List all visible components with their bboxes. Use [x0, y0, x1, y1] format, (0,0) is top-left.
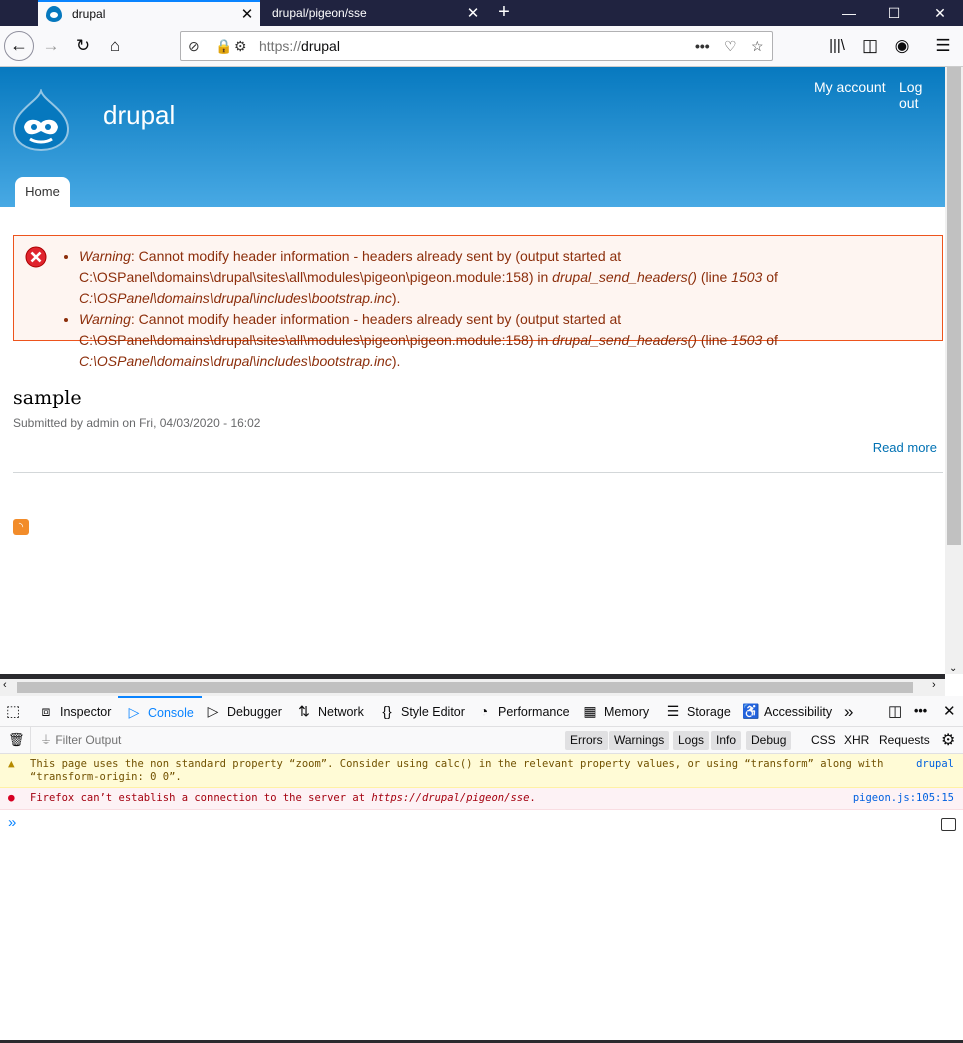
debugger-icon: ▷	[207, 703, 219, 719]
tab-label: Performance	[498, 705, 570, 719]
console-filter-bar	[0, 727, 963, 754]
node-title[interactable]: sample	[13, 387, 82, 409]
node-submitted: Submitted by admin on Fri, 04/03/2020 - 16:02	[13, 416, 261, 430]
tab-drupal[interactable]	[38, 0, 260, 26]
level-warnings[interactable]: Warnings	[609, 731, 669, 750]
tab-storage[interactable]	[665, 696, 731, 727]
tab-title: drupal/pigeon/sse	[272, 6, 367, 20]
drupal-favicon-icon	[46, 6, 62, 22]
tab-label: Style Editor	[401, 705, 465, 719]
account-icon[interactable]: ◉	[894, 36, 910, 55]
level-debug[interactable]: Debug	[746, 731, 791, 750]
pocket-icon[interactable]: ♡	[724, 38, 737, 54]
navigation-toolbar	[0, 26, 963, 67]
my-account-link[interactable]: My account	[814, 79, 886, 95]
insecure-lock-icon[interactable]: 🔒	[215, 38, 233, 54]
tab-network[interactable]	[296, 696, 364, 727]
tab-style-editor[interactable]	[379, 696, 465, 727]
new-tab-button[interactable]: +	[498, 1, 510, 23]
level-errors[interactable]: Errors	[565, 731, 608, 750]
error-icon: ●	[8, 791, 15, 804]
tab-label: Accessibility	[764, 705, 833, 719]
page-actions-icon[interactable]: •••	[695, 38, 710, 54]
sidebar-icon[interactable]: ◫	[861, 36, 879, 55]
tab-label: Debugger	[227, 705, 282, 719]
storage-icon: ☰	[666, 703, 680, 719]
minimize-button[interactable]: —	[842, 5, 856, 21]
tab-performance[interactable]	[476, 696, 570, 727]
scrollbar-thumb[interactable]	[947, 67, 961, 545]
tab-label: Console	[148, 706, 194, 720]
url-text[interactable]: https://drupal	[259, 38, 340, 54]
tab-pigeon-sse[interactable]	[262, 0, 486, 26]
toggle-xhr[interactable]: XHR	[844, 733, 870, 747]
tab-label: Network	[318, 705, 364, 719]
console-error-row[interactable]	[0, 788, 963, 810]
network-icon: ⇅	[298, 703, 310, 719]
console-warning-row[interactable]	[0, 754, 963, 788]
toggle-requests[interactable]: Requests	[879, 733, 930, 747]
level-info[interactable]: Info	[711, 731, 741, 750]
scroll-right-arrow-icon[interactable]: ›	[932, 679, 936, 691]
warning-text: This page uses the non standard property “zoom”. Consider using calc() in the relevant property values, or using “transform” along with “transform-origin: 0 0”.	[30, 758, 884, 783]
tab-inspector[interactable]	[38, 696, 111, 727]
home-tab[interactable]: Home	[15, 177, 70, 207]
filter-icon: ⏚	[40, 733, 56, 747]
toggle-css[interactable]: CSS	[811, 733, 836, 747]
tab-strip	[0, 0, 963, 26]
memory-icon: ▦	[583, 703, 597, 719]
scroll-left-arrow-icon[interactable]: ‹	[3, 679, 7, 691]
element-picker-icon[interactable]: ⬚	[6, 703, 21, 720]
scroll-down-arrow-icon[interactable]: ⌄	[949, 663, 958, 674]
error-source-link[interactable]: pigeon.js:105:15	[852, 792, 954, 804]
more-tools-chevron-icon[interactable]: »	[844, 702, 854, 721]
filter-output-input[interactable]	[40, 727, 121, 754]
console-input-prompt-icon[interactable]: »	[8, 814, 17, 831]
close-devtools-icon[interactable]: ✕	[943, 703, 956, 720]
devtools-panel	[0, 696, 963, 1043]
read-more-link[interactable]: Read more	[872, 440, 937, 455]
web-page	[0, 67, 945, 674]
close-tab-icon[interactable]: ✕	[466, 5, 480, 22]
warning-icon: ▲	[8, 757, 15, 770]
back-button[interactable]: ←	[4, 31, 34, 61]
site-name[interactable]: drupal	[103, 100, 176, 130]
error-text: Firefox can’t establish a connection to the server at https://drupal/pigeon/sse.	[30, 792, 536, 804]
warning-source-link[interactable]: drupal	[916, 758, 954, 770]
tab-accessibility[interactable]	[742, 696, 832, 727]
warning-message: • Warning: Cannot modify header information - headers already sent by (output started at C:\OSPanel\domains\drupal\sites\all\modules\pigeon\pigeon.module:158) in drupal_send_headers() (line 1503 of C:\OSPanel\domains\drupal\includes\bootstrap.inc).	[79, 309, 934, 372]
menu-icon[interactable]: ☰	[935, 36, 951, 55]
console-settings-gear-icon[interactable]: ⚙	[941, 732, 956, 749]
window-close-button[interactable]: ✕	[934, 5, 946, 21]
home-button[interactable]: ⌂	[109, 36, 121, 55]
page-vertical-scrollbar[interactable]	[945, 67, 963, 674]
bookmark-star-icon[interactable]: ☆	[751, 38, 764, 54]
close-tab-icon[interactable]: ✕	[240, 6, 254, 23]
trash-icon[interactable]: 🗑	[8, 732, 25, 747]
split-console-icon[interactable]	[941, 818, 956, 831]
tab-label: Memory	[604, 705, 650, 719]
reload-button[interactable]: ↻	[75, 36, 91, 55]
page-horizontal-scrollbar[interactable]	[0, 679, 945, 696]
url-bar[interactable]	[180, 31, 773, 61]
drupal-logo-icon[interactable]	[12, 89, 70, 151]
tab-console[interactable]	[118, 696, 202, 727]
filter-placeholder: Filter Output	[55, 733, 122, 747]
scrollbar-thumb[interactable]	[17, 682, 913, 693]
log-out-link[interactable]: Log out	[899, 79, 923, 111]
forward-button[interactable]: →	[42, 36, 60, 55]
style-editor-icon: {}	[382, 703, 392, 719]
devtools-toolbar	[0, 696, 963, 727]
tab-title: drupal	[72, 7, 106, 21]
console-icon: ▷	[128, 704, 140, 720]
tab-memory[interactable]	[582, 696, 649, 727]
accessibility-icon: ♿	[742, 703, 760, 719]
dock-toggle-icon[interactable]: ◫	[888, 703, 903, 720]
divider	[13, 472, 943, 473]
warning-message: • Warning: Cannot modify header information - headers already sent by (output started at C:\OSPanel\domains\drupal\sites\all\modules\pigeon\pigeon.module:158) in drupal_send_headers() (line 1503 of C:\OSPanel\domains\drupal\includes\bootstrap.inc).	[79, 246, 934, 309]
site-header	[0, 67, 945, 207]
performance-icon: ◔	[479, 703, 489, 719]
library-icon[interactable]: |||\	[829, 37, 845, 54]
level-logs[interactable]: Logs	[673, 731, 709, 750]
tab-label: Inspector	[60, 705, 112, 719]
error-messages	[13, 235, 943, 369]
error-icon	[25, 246, 47, 268]
devtools-menu-icon[interactable]: •••	[914, 704, 928, 718]
tab-label: Storage	[687, 705, 731, 719]
maximize-button[interactable]: ☐	[887, 5, 901, 21]
tab-debugger[interactable]	[205, 696, 282, 727]
inspector-icon: ⧈	[41, 703, 51, 719]
rss-feed-icon[interactable]: ◝	[13, 519, 29, 535]
tracking-protection-icon[interactable]: ⊘	[188, 38, 200, 54]
permissions-icon[interactable]: ⚙	[234, 38, 247, 54]
